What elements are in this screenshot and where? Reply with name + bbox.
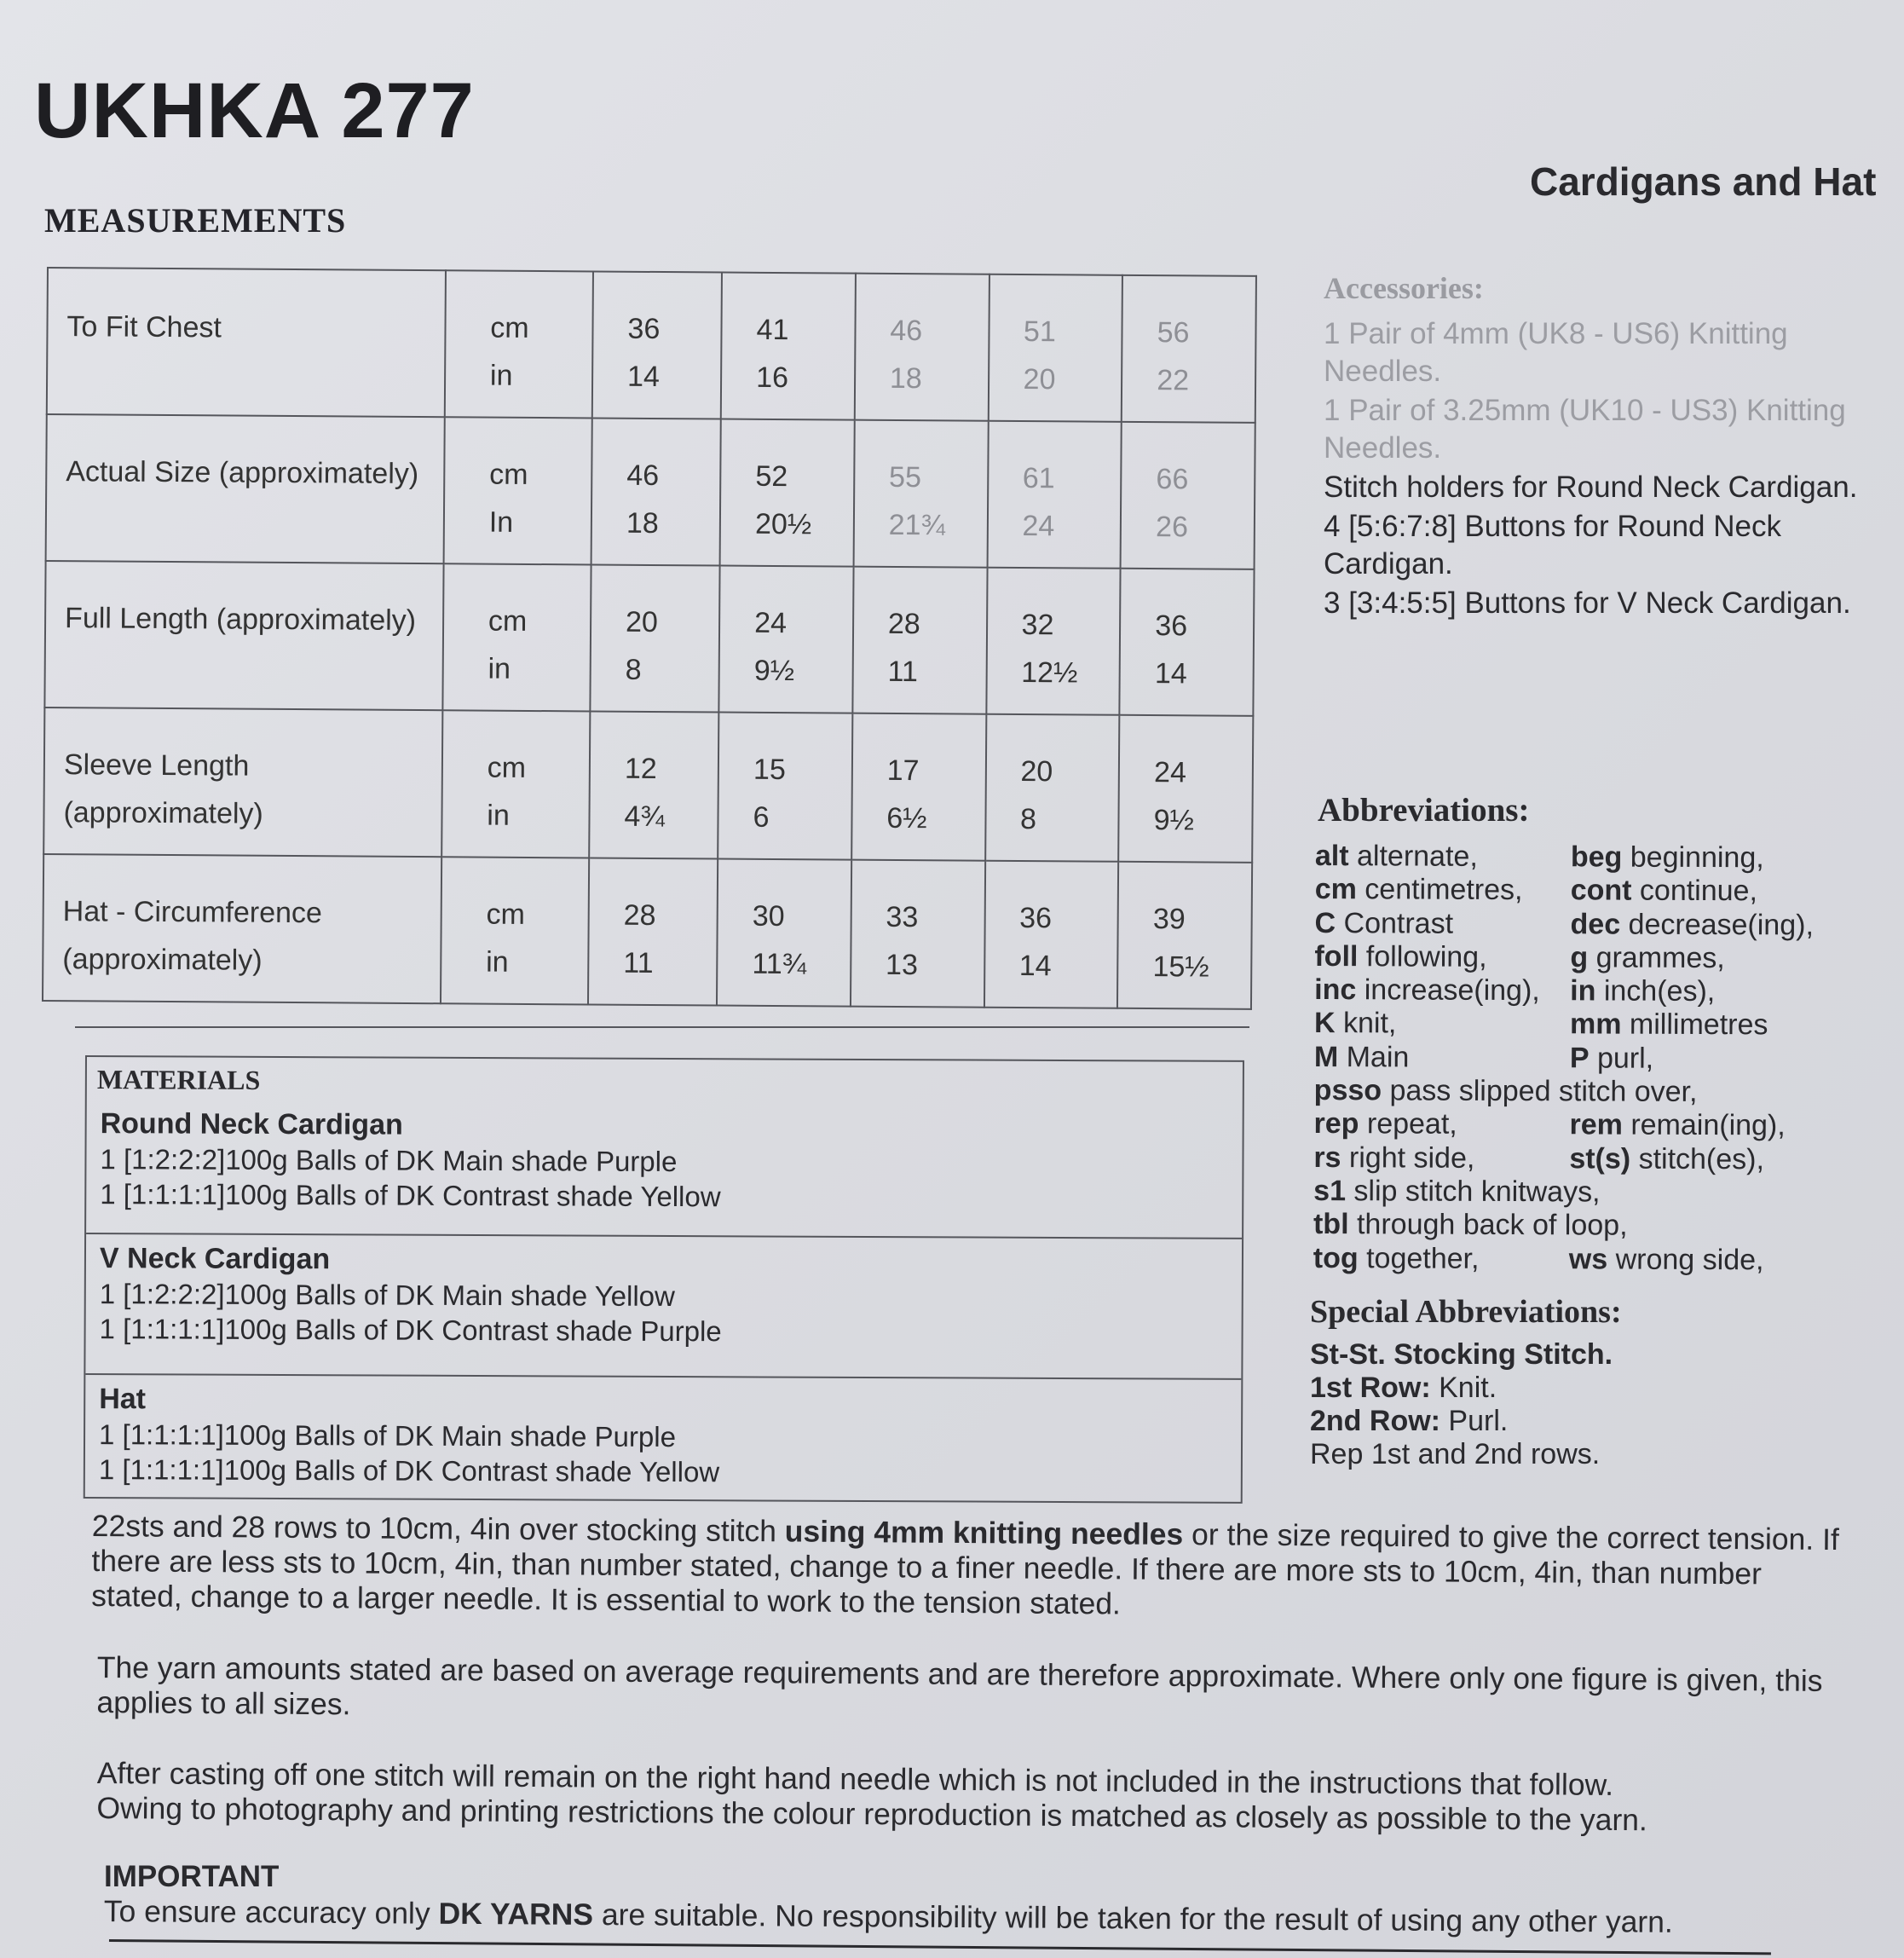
abbreviation-entry [1571,875,1757,909]
abbreviation-row [1314,907,1894,943]
measurement-value-in: 8 [1019,802,1037,836]
abbreviation-key: ws [1568,1242,1608,1276]
accessory-item: 1 Pair of 4mm (UK8 - US6) Knitting Needles. [1324,317,1788,388]
abbreviation-entry [1570,974,1715,1008]
measurement-units [441,710,590,858]
measurement-value-in: 14 [1018,949,1052,983]
measurement-value-cm: 36 [627,312,661,346]
abbreviation-entry [1314,907,1453,941]
abbreviation-row [1313,1175,1893,1210]
abbreviation-entry [1313,1208,1628,1243]
accessories-title: Accessories: [1324,271,1484,305]
measurement-value-in: 14 [626,360,661,394]
accessory-item: 3 [3:4:5:5] Buttons for V Neck Cardigan. [1324,586,1851,620]
measurement-row [43,708,1253,863]
tension-text: 22sts and 28 rows to 10cm, 4in over stocking stitch [91,1509,785,1549]
measurement-value-cell [1122,275,1256,423]
abbreviation-meaning: Contrast [1336,906,1454,940]
important-text-part: are suitable. No responsibility will be taken for the result of using any other yarn. [592,1897,1673,1939]
repeat-note: Rep 1st and 2nd rows. [1310,1438,1601,1470]
row-label: 2nd Row: [1310,1405,1440,1437]
abbreviation-meaning: stitch(es), [1630,1142,1765,1175]
measurement-value-cell [1118,715,1253,863]
material-name: Hat [99,1383,147,1416]
accessories-section [1324,269,1869,624]
material-name: Round Neck Cardigan [100,1107,403,1141]
measurement-value-cm: 41 [756,313,789,347]
abbreviation-entry [1569,1243,1764,1277]
abbreviation-meaning: right side, [1341,1141,1475,1175]
abbreviation-key: tog [1313,1241,1359,1274]
abbreviation-key: cm [1314,873,1357,906]
measurement-value-in: 26 [1155,511,1189,544]
measurement-row [43,854,1252,1009]
abbreviation-meaning: pass slipped stitch over, [1381,1074,1698,1109]
measurement-value-cell [852,567,987,714]
abbreviation-row [1314,973,1894,1009]
material-name: V Neck Cardigan [99,1242,331,1276]
measurement-label-cell [46,414,445,563]
measurement-value-in: 12½ [1021,656,1078,690]
measurement-value-in: 8 [625,653,642,686]
measurement-value-cm: 61 [1022,461,1055,495]
measurement-value-cm: 30 [752,899,785,933]
measurement-value-cm: 46 [626,459,660,493]
unit-label: in [487,799,510,832]
measurement-label-sub: (approximately) [62,943,263,977]
unit-label: in [488,652,511,685]
measurement-row [46,414,1255,569]
materials-title: MATERIALS [96,1064,261,1095]
measurement-units [442,563,591,711]
abbreviation-entry [1313,1242,1480,1276]
abbreviation-meaning: Main [1338,1040,1410,1074]
materials-v-neck [85,1234,1242,1380]
measurement-value-cm: 32 [1021,608,1054,642]
abbreviation-meaning: inch(es), [1595,974,1716,1008]
abbreviation-meaning: beginning, [1622,840,1764,875]
abbreviation-key: foll [1314,939,1359,973]
measurement-label-cell [43,708,442,857]
abbreviation-key: dec [1570,907,1621,941]
measurement-value-cell [590,564,719,712]
measurement-value-in: 11 [623,946,654,979]
measurement-value-in: 18 [889,361,922,396]
measurement-units [445,270,593,418]
measurement-label: To Fit Chest [66,310,222,344]
abbreviation-key: C [1314,906,1336,939]
abbreviation-row [1313,1107,1893,1143]
measurement-value-cell [853,420,988,568]
measurement-value-in: 11¾ [752,947,807,981]
abbreviation-meaning: remain(ing), [1622,1108,1786,1142]
abbreviation-entry [1570,1042,1653,1076]
measurement-label: Actual Size (approximately) [66,455,419,491]
important-yarns: DK YARNS [438,1896,594,1932]
measurement-value-cm: 66 [1156,463,1189,496]
measurement-value-cm: 33 [886,900,919,934]
casting-off-note: After casting off one stitch will remain on the right hand needle which is not included in the instructions that follow. [96,1756,1614,1802]
accessory-item: 4 [5:6:7:8] Buttons for Round Neck Cardigan. [1324,510,1781,580]
measurement-label-cell [43,854,441,1003]
abbreviation-key: s1 [1313,1174,1347,1208]
measurement-row [47,268,1256,423]
photography-note: Owing to photography and printing restrictions the colour reproduction is matched as closely as possible to the yarn. [96,1790,1647,1838]
abbreviation-meaning: continue, [1631,874,1758,908]
measurement-value-in: 9½ [753,654,795,688]
abbreviation-key: rs [1313,1141,1341,1174]
abbreviation-row [1313,1208,1893,1244]
abbreviation-meaning: purl, [1589,1042,1654,1075]
unit-label: cm [487,751,527,784]
measurement-value-cell [984,861,1118,1008]
abbreviation-meaning: alternate, [1348,840,1478,873]
material-line: 1 [1:2:2:2]100g Balls of DK Main shade Purple [100,1143,678,1178]
abbreviation-key: P [1569,1042,1590,1075]
important-title: IMPORTANT [104,1860,280,1893]
abbreviation-meaning: millimetres [1621,1008,1768,1042]
measurement-value-in: 15½ [1152,950,1209,984]
materials-round-neck [86,1106,1243,1239]
measurement-label-cell [44,561,443,710]
measurement-units [443,417,591,564]
abbreviation-row [1314,940,1894,976]
abbreviation-entry [1569,1142,1764,1176]
abbreviation-entry [1314,1007,1397,1041]
abbreviation-meaning: through back of loop, [1348,1208,1628,1242]
unit-label: In [488,505,514,539]
unit-label: cm [489,458,528,491]
abbreviation-meaning: decrease(ing), [1620,908,1815,942]
abbreviation-key: inc [1314,973,1357,1007]
abbreviation-key: K [1313,1007,1336,1040]
measurement-value-in: 20 [1023,363,1056,396]
abbreviation-entry [1314,940,1486,974]
abbreviation-meaning: following, [1358,940,1487,973]
materials-hat [85,1375,1242,1504]
measurement-value-cell [986,568,1121,715]
measurement-value-cell [588,858,718,1005]
measurement-value-cell [987,421,1122,569]
abbreviation-meaning: repeat, [1359,1107,1457,1141]
abbreviation-entry [1314,1041,1410,1075]
abbreviation-entry [1570,908,1814,943]
stocking-stitch: St-St. Stocking Stitch. [1310,1338,1613,1371]
abbreviation-key: cont [1570,874,1632,907]
abbreviation-key: alt [1314,840,1349,873]
measurement-value-in: 4¾ [624,800,665,834]
tension-paragraph [91,1509,1839,1627]
abbreviation-meaning: increase(ing), [1356,973,1540,1008]
printing-notes [96,1756,1844,1840]
row-text: Knit. [1430,1372,1497,1404]
measurement-value-in: 22 [1157,364,1190,397]
measurement-value-in: 14 [1154,657,1187,690]
abbreviation-entry [1313,1175,1601,1210]
yarn-note: The yarn amounts stated are based on average requirements and are therefore approximate. Where only one figure is given, this applies to all sizes. [96,1650,1823,1722]
measurement-value-in: 18 [626,506,659,540]
abbreviation-entry [1315,873,1523,907]
measurement-value-in: 9½ [1153,804,1195,837]
measurement-label: Full Length (approximately) [64,602,417,638]
abbreviation-entry [1313,1141,1474,1175]
abbreviation-entry [1570,1008,1768,1043]
measurements-table [42,267,1257,1010]
unit-label: in [489,359,513,392]
measurement-value-in: 20½ [754,507,812,541]
abbreviation-meaning: slip stitch knitways, [1345,1175,1601,1209]
measurement-value-cm: 20 [1020,754,1053,788]
abbreviation-key: beg [1570,840,1623,874]
measurement-value-cm: 46 [890,314,923,348]
special-abbreviations [1310,1338,1890,1471]
measurement-value-in: 16 [756,361,789,395]
material-line: 1 [1:2:2:2]100g Balls of DK Main shade Yellow [99,1278,675,1313]
important-text [104,1894,1851,1941]
measurement-value-cm: 28 [623,898,656,933]
measurement-value-cm: 36 [1019,901,1053,935]
measurement-value-cm: 52 [755,459,788,494]
abbreviation-key: in [1570,974,1596,1008]
abbreviation-meaning: knit, [1335,1007,1397,1040]
measurement-value-cell [592,271,722,419]
material-line: 1 [1:1:1:1]100g Balls of DK Contrast shade Yellow [98,1453,720,1488]
measurement-value-in: 11 [887,655,918,689]
abbreviation-key: g [1570,941,1589,974]
measurement-value-cm: 12 [624,752,657,786]
measurement-value-cm: 24 [754,606,788,640]
measurement-value-cell [718,566,853,713]
abbreviation-key: st(s) [1569,1141,1631,1175]
abbreviation-row [1314,1007,1894,1043]
pattern-number: UKHKA 277 [34,67,475,154]
abbreviation-key: mm [1569,1008,1622,1042]
measurement-value-cm: 20 [625,605,659,639]
special-abbreviations-title: Special Abbreviations: [1310,1294,1622,1330]
measurement-value-in: 6½ [886,801,927,835]
measurement-value-cell [988,274,1122,422]
measurement-value-cm: 39 [1152,903,1186,936]
abbreviation-meaning: together, [1358,1241,1480,1275]
important-text-part: To ensure accuracy only [103,1894,439,1931]
abbreviation-key: M [1313,1040,1339,1073]
abbreviation-entry [1571,840,1764,875]
measurement-label: Hat - Circumference [62,895,323,930]
measurement-value-cell [851,860,985,1008]
measurement-value-cm: 15 [753,753,786,787]
material-line: 1 [1:1:1:1]100g Balls of DK Contrast shade Purple [99,1313,722,1348]
measurements-heading: MEASUREMENTS [44,201,347,240]
measurement-value-cell [717,859,851,1007]
row-label: 1st Row: [1310,1372,1431,1404]
measurement-value-cell [855,274,990,421]
abbreviation-entry [1313,1107,1457,1141]
tension-text: or the size required to give the correct tension. If there are less sts to 10cm, 4in, than number stated, change to a finer needle. If there are more sts to 10cm, 4in, than number stated, change to a larger needle. It is essential to work to the tension stated. [91,1517,1839,1621]
row-text: Purl. [1440,1405,1509,1437]
bottom-rule [109,1939,1771,1955]
measurement-value-cell [985,714,1120,862]
abbreviation-entry [1569,1109,1785,1143]
measurement-value-cm: 28 [887,607,920,641]
unit-label: cm [486,898,526,931]
measurement-value-cell [1117,862,1252,1009]
divider [75,1026,1249,1028]
measurement-value-in: 24 [1022,509,1055,543]
abbreviation-key: rep [1313,1107,1359,1141]
measurement-value-cm: 55 [888,460,922,494]
measurement-value-cell [718,713,852,860]
abbreviation-entry [1314,973,1540,1008]
abbreviation-entry [1314,1074,1698,1109]
abbreviation-row [1314,1041,1894,1077]
accessory-item: Stitch holders for Round Neck Cardigan. [1324,471,1858,504]
measurement-value-in: 21¾ [888,508,946,542]
abbreviation-row [1315,840,1895,875]
measurement-value-cm: 51 [1023,315,1056,349]
measurement-value-cell [1121,422,1255,569]
measurement-units [441,857,589,1004]
materials-box [84,1055,1244,1504]
measurement-value-cm: 17 [886,754,920,788]
measurement-row [44,561,1254,716]
measurement-value-cell [720,419,855,567]
measurement-value-in: 13 [885,948,919,982]
pattern-subtitle: Cardigans and Hat [1530,159,1877,204]
accessory-item: 1 Pair of 3.25mm (UK10 - US3) Knitting Needles. [1324,394,1846,465]
tension-needles: using 4mm knitting needles [784,1514,1184,1552]
measurement-value-cm: 56 [1157,316,1190,349]
abbreviation-entry [1315,840,1478,874]
material-line: 1 [1:1:1:1]100g Balls of DK Contrast shade Yellow [100,1178,721,1213]
measurement-label: Sleeve Length (approximately) [63,748,263,830]
abbreviation-key: rem [1569,1108,1623,1141]
abbreviation-row [1314,1074,1894,1110]
measurement-label-cell [47,268,446,417]
measurement-value-cell [1120,569,1255,716]
measurement-value-cell [851,713,986,861]
measurement-value-cell [589,711,718,858]
abbreviation-meaning: wrong side, [1607,1243,1764,1276]
material-line: 1 [1:1:1:1]100g Balls of DK Main shade Purple [98,1418,677,1453]
abbreviations-list [1313,840,1895,1278]
abbreviation-entry [1570,941,1725,975]
abbreviation-row [1313,1141,1893,1177]
abbreviation-key: tbl [1313,1208,1349,1241]
abbreviation-key: psso [1313,1074,1382,1107]
abbreviation-row [1315,873,1895,909]
measurement-value-in: 6 [753,800,770,834]
measurement-value-cm: 36 [1155,609,1188,643]
abbreviations-title: Abbreviations: [1318,792,1530,829]
abbreviation-meaning: grammes, [1588,941,1725,974]
measurement-value-cell [591,418,721,565]
measurement-value-cell [721,273,856,420]
unit-label: cm [490,311,529,344]
abbreviation-row [1313,1242,1893,1278]
unit-label: in [486,945,509,979]
unit-label: cm [488,604,528,638]
measurement-value-cm: 24 [1153,756,1187,789]
abbreviation-meaning: centimetres, [1356,873,1523,907]
